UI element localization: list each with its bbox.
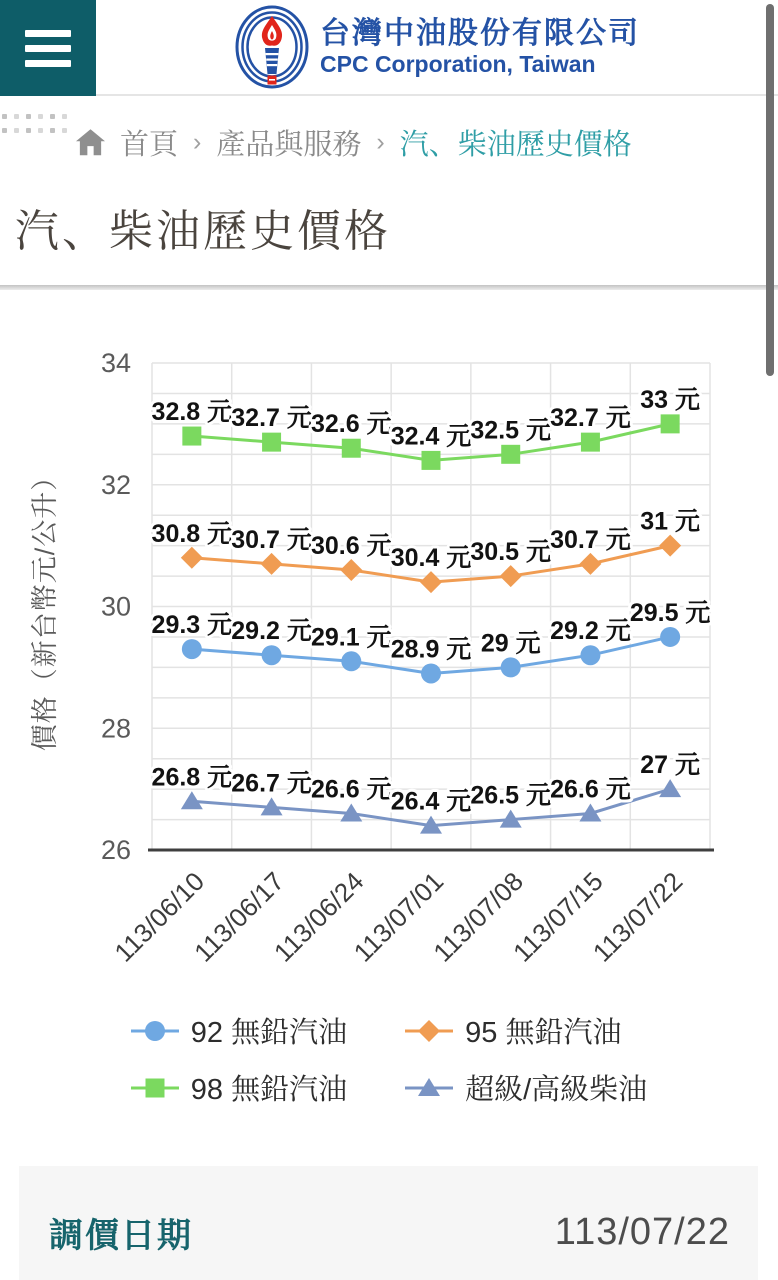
legend-item-1 [405,1010,647,1051]
svg-text:26.6 元: 26.6 元 [310,775,392,804]
legend-item-3 [405,1067,647,1108]
menu-button[interactable] [0,0,96,96]
breadcrumb [0,122,778,163]
breadcrumb-item-products[interactable]: 產品與服務 [216,129,362,161]
svg-text:30.5 元: 30.5 元 [470,538,552,567]
svg-text:29 元: 29 元 [480,629,541,658]
svg-text:27 元: 27 元 [640,751,701,780]
svg-text:29.1 元: 29.1 元 [310,623,392,652]
svg-text:30.6 元: 30.6 元 [310,531,392,560]
svg-text:33 元: 33 元 [640,385,701,414]
y-axis-ticks [101,348,131,865]
svg-text:26.6 元: 26.6 元 [550,775,631,804]
svg-text:30.4 元: 30.4 元 [390,544,472,573]
legend-label: 92 無鉛汽油 [190,1017,348,1049]
y-axis-title: 價格（新台幣元/公升） [30,462,60,752]
svg-text:30.7 元: 30.7 元 [231,525,312,554]
svg-text:34: 34 [100,348,131,378]
svg-text:113/07/15: 113/07/15 [507,866,609,968]
svg-text:32.7 元: 32.7 元 [550,404,631,433]
scrollbar-thumb[interactable] [766,4,774,376]
svg-text:26.5 元: 26.5 元 [470,781,552,810]
legend-item-2 [131,1067,347,1108]
legend-label: 98 無鉛汽油 [190,1074,348,1106]
dots-decoration [2,114,67,133]
svg-text:32.4 元: 32.4 元 [390,422,472,451]
svg-text:28: 28 [100,713,131,744]
svg-text:26.7 元: 26.7 元 [231,769,312,798]
svg-text:29.3 元: 29.3 元 [151,611,233,640]
price-row-label: 調價日期 [49,1216,193,1255]
page-title: 汽、柴油歷史價格 [15,207,391,256]
logo-title-en: CPC Corporation, Taiwan [320,51,596,78]
legend-label: 超級/高級柴油 [465,1074,648,1106]
logo-title-zh: 台灣中油股份有限公司 [320,16,640,50]
svg-text:113/06/10: 113/06/10 [108,866,211,968]
breadcrumb-item-current: 汽、柴油歷史價格 [399,129,632,161]
app-header [0,0,778,96]
square-legend-marker-icon [131,1075,179,1101]
triangle-legend-marker-icon [405,1075,453,1101]
breadcrumb-item-home[interactable]: 首頁 [120,129,179,161]
logo-text [320,17,640,78]
circle-legend-marker-icon [131,1018,179,1044]
svg-text:113/07/01: 113/07/01 [347,866,450,968]
x-axis-labels [108,866,688,968]
price-row-value: 113/07/22 [554,1210,730,1253]
svg-text:30.7 元: 30.7 元 [550,525,631,554]
cpc-emblem-icon [234,5,310,89]
hamburger-icon [25,30,71,67]
svg-text:30: 30 [100,591,131,622]
svg-text:32.7 元: 32.7 元 [231,404,312,433]
title-divider [0,285,778,290]
breadcrumb-separator: › [193,128,202,156]
svg-text:113/06/17: 113/06/17 [188,866,290,968]
price-history-chart [0,340,778,1108]
chart-legend [131,1010,647,1108]
svg-text:28.9 元: 28.9 元 [390,635,472,664]
breadcrumb-separator: › [376,128,385,156]
home-icon[interactable] [76,129,105,156]
svg-text:113/07/22: 113/07/22 [586,866,689,968]
svg-text:26.8 元: 26.8 元 [151,763,233,792]
svg-text:29.2 元: 29.2 元 [550,617,631,646]
svg-text:32.8 元: 32.8 元 [151,398,233,427]
cpc-logo[interactable] [234,5,640,89]
svg-text:26: 26 [100,835,131,865]
svg-text:32.6 元: 32.6 元 [310,410,392,439]
svg-text:32: 32 [100,469,131,500]
svg-text:31 元: 31 元 [640,507,701,536]
svg-text:29.2 元: 29.2 元 [231,617,312,646]
price-table-row [19,1166,758,1280]
svg-text:29.5 元: 29.5 元 [629,598,711,627]
svg-text:113/07/08: 113/07/08 [427,866,529,968]
diamond-legend-marker-icon [405,1018,453,1044]
legend-item-0 [131,1010,347,1051]
svg-text:30.8 元: 30.8 元 [151,519,233,548]
svg-text:26.4 元: 26.4 元 [390,787,472,816]
legend-label: 95 無鉛汽油 [465,1017,622,1049]
chart-canvas [0,340,778,1002]
data-labels [152,386,711,816]
svg-text:32.5 元: 32.5 元 [470,416,552,445]
svg-text:113/06/24: 113/06/24 [267,866,370,968]
